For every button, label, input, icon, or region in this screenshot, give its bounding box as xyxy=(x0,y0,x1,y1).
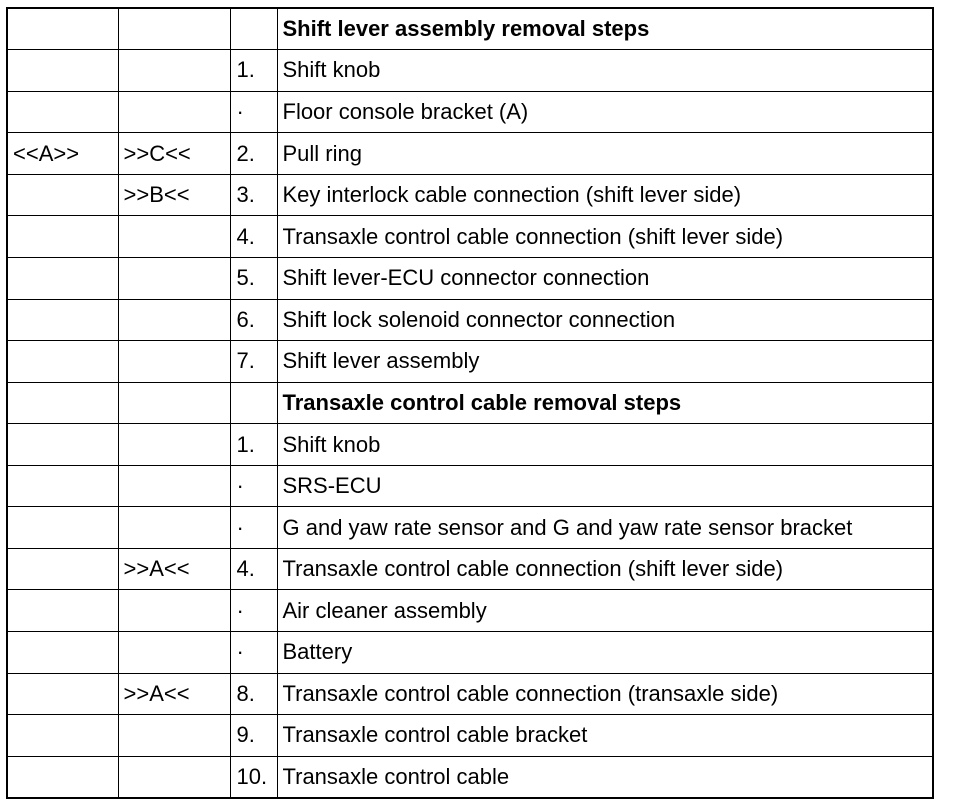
installation-reference-cell: >>A<< xyxy=(118,673,230,715)
step-description-cell: Pull ring xyxy=(277,133,932,175)
step-number-cell: 7. xyxy=(230,341,277,383)
step-description-cell: Transaxle control cable connection (shift lever side) xyxy=(277,548,932,590)
removal-steps-body xyxy=(8,9,932,797)
step-number-cell: 5. xyxy=(230,257,277,299)
table-row xyxy=(8,756,932,797)
step-number-cell xyxy=(230,9,277,50)
removal-reference-cell xyxy=(8,673,118,715)
step-number-cell: 9. xyxy=(230,715,277,757)
installation-reference-cell xyxy=(118,341,230,383)
removal-reference-cell xyxy=(8,756,118,797)
table-row xyxy=(8,632,932,674)
step-number-cell: 8. xyxy=(230,673,277,715)
step-number-cell: 1. xyxy=(230,424,277,466)
installation-reference-cell xyxy=(118,507,230,549)
removal-reference-cell xyxy=(8,507,118,549)
step-description-cell: Shift lever assembly xyxy=(277,341,932,383)
table-row xyxy=(8,465,932,507)
installation-reference-cell xyxy=(118,715,230,757)
step-description-cell: G and yaw rate sensor and G and yaw rate sensor bracket xyxy=(277,507,932,549)
removal-reference-cell xyxy=(8,341,118,383)
installation-reference-cell: >>A<< xyxy=(118,548,230,590)
table-row xyxy=(8,91,932,133)
table-row xyxy=(8,257,932,299)
step-description-cell: Air cleaner assembly xyxy=(277,590,932,632)
step-number-cell: · xyxy=(230,632,277,674)
table-row xyxy=(8,174,932,216)
removal-steps-sheet xyxy=(6,7,934,799)
step-number-cell: · xyxy=(230,507,277,549)
installation-reference-cell xyxy=(118,216,230,258)
step-description-cell: Battery xyxy=(277,632,932,674)
table-row xyxy=(8,424,932,466)
step-number-cell: 10. xyxy=(230,756,277,797)
installation-reference-cell xyxy=(118,91,230,133)
removal-reference-cell xyxy=(8,9,118,50)
step-description-cell: Shift knob xyxy=(277,50,932,92)
removal-reference-cell xyxy=(8,548,118,590)
step-description-cell: SRS-ECU xyxy=(277,465,932,507)
installation-reference-cell xyxy=(118,465,230,507)
table-row xyxy=(8,673,932,715)
table-row xyxy=(8,216,932,258)
installation-reference-cell: >>C<< xyxy=(118,133,230,175)
table-row xyxy=(8,133,932,175)
step-number-cell: 6. xyxy=(230,299,277,341)
removal-reference-cell xyxy=(8,465,118,507)
removal-reference-cell xyxy=(8,216,118,258)
step-number-cell: · xyxy=(230,590,277,632)
section-header-row xyxy=(8,382,932,424)
table-row xyxy=(8,507,932,549)
installation-reference-cell xyxy=(118,50,230,92)
step-description-cell: Transaxle control cable connection (transaxle side) xyxy=(277,673,932,715)
installation-reference-cell xyxy=(118,299,230,341)
step-number-cell: 3. xyxy=(230,174,277,216)
section-header-row xyxy=(8,9,932,50)
step-number-cell: 2. xyxy=(230,133,277,175)
removal-reference-cell xyxy=(8,299,118,341)
step-description-cell: Key interlock cable connection (shift lever side) xyxy=(277,174,932,216)
removal-steps-table xyxy=(8,9,932,797)
table-row xyxy=(8,715,932,757)
step-description-cell: Floor console bracket (A) xyxy=(277,91,932,133)
removal-reference-cell xyxy=(8,382,118,424)
removal-reference-cell: <<A>> xyxy=(8,133,118,175)
installation-reference-cell xyxy=(118,382,230,424)
removal-reference-cell xyxy=(8,174,118,216)
removal-reference-cell xyxy=(8,590,118,632)
step-description-cell: Transaxle control cable bracket xyxy=(277,715,932,757)
installation-reference-cell: >>B<< xyxy=(118,174,230,216)
removal-reference-cell xyxy=(8,257,118,299)
installation-reference-cell xyxy=(118,590,230,632)
step-description-cell: Transaxle control cable connection (shift lever side) xyxy=(277,216,932,258)
step-number-cell: 4. xyxy=(230,216,277,258)
installation-reference-cell xyxy=(118,257,230,299)
step-number-cell: 4. xyxy=(230,548,277,590)
removal-reference-cell xyxy=(8,632,118,674)
section-title-cell: Shift lever assembly removal steps xyxy=(277,9,932,50)
table-row xyxy=(8,50,932,92)
table-row xyxy=(8,299,932,341)
step-description-cell: Shift knob xyxy=(277,424,932,466)
removal-reference-cell xyxy=(8,424,118,466)
table-row xyxy=(8,341,932,383)
removal-reference-cell xyxy=(8,50,118,92)
step-description-cell: Shift lever-ECU connector connection xyxy=(277,257,932,299)
installation-reference-cell xyxy=(118,9,230,50)
table-row xyxy=(8,590,932,632)
section-title-cell: Transaxle control cable removal steps xyxy=(277,382,932,424)
step-number-cell: 1. xyxy=(230,50,277,92)
step-description-cell: Transaxle control cable xyxy=(277,756,932,797)
step-number-cell xyxy=(230,382,277,424)
installation-reference-cell xyxy=(118,632,230,674)
removal-reference-cell xyxy=(8,715,118,757)
table-row xyxy=(8,548,932,590)
step-number-cell: · xyxy=(230,465,277,507)
step-description-cell: Shift lock solenoid connector connection xyxy=(277,299,932,341)
installation-reference-cell xyxy=(118,424,230,466)
removal-reference-cell xyxy=(8,91,118,133)
step-number-cell: · xyxy=(230,91,277,133)
installation-reference-cell xyxy=(118,756,230,797)
